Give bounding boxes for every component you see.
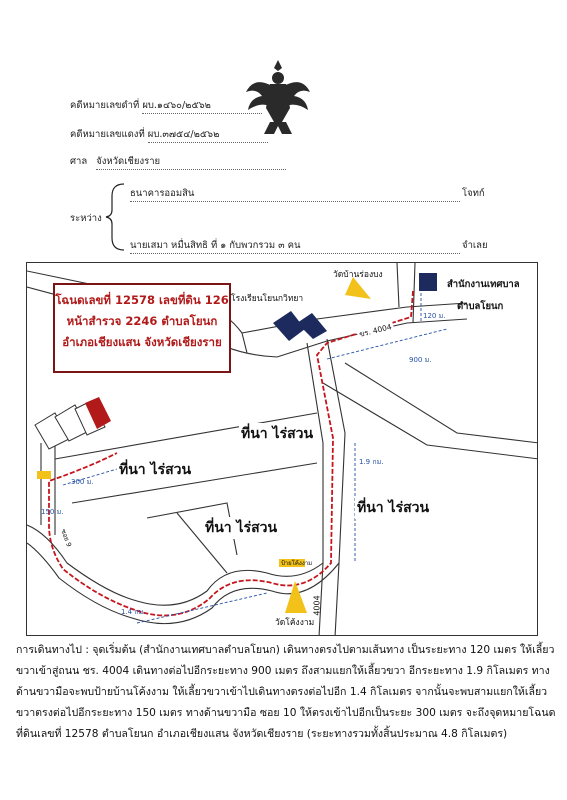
office-label-2: ตำบลโยนก (457, 301, 504, 312)
between-brace (104, 182, 126, 252)
start-sign (37, 471, 51, 479)
road-top-label: ขร. 4004 (356, 321, 395, 342)
temple-bottom-label: วัดโค้งงาม (275, 618, 315, 628)
sign-label: ป้ายโค้งงาม (281, 560, 313, 567)
route-description: การเดินทางไป : จุดเริ่มต้น (สำนักงานเทศบาลตำบลโยนก) เดินทางตรงไปตามเส้นทาง เป็นระยะทาง 120 เมตร ให้เลี้ยวขวาเข้าสู่ถนน ชร. 4004 เดินทางต่อไปอีกระยะทาง 900 เมตร ถึงสามแยกให้เลี้ยวขวา อีกระยะทาง 1.9 กิโลเมตร ทางด้านขวามือจะพบป้ายบ้านโค้งงาม ให้เลี้ยวขวาเข้าไปเดินทางตรงต่อไปอีก 1.4 กิโลเมตร จากนั้นจะพบสามแยกให้เลี้ยวขวาตรงต่อไปอีกระยะทาง 150 เมตร ทางด้านขวามือ ซอย 10 ให้ตรงเข้าไปอีกเป็นระยะ 300 เมตร จะถึงจุดหมายโฉนดที่ดินเลขที่ 12578 ตำบลโยนก อำเภอเชียงแสน จังหวัดเชียงราย (ระยะทางรวมทั้งสิ้นประมาณ 4.8 กิโลเมตร) (16, 644, 556, 740)
plaintiff-name: ธนาคารออมสิน (130, 186, 460, 202)
school-label: โรงเรียนโยนกวิทยา (231, 294, 304, 304)
field-label-4: ที่นา ไร่สวน (355, 497, 431, 519)
office-label: สำนักงานเทศบาล (447, 279, 520, 290)
case-black-label: คดีหมายเลขดำที่ (70, 100, 140, 111)
dist-900: 900 ม. (409, 356, 432, 364)
lot-line-2: หน้าสำรวจ 2246 ตำบลโยนก (66, 314, 218, 328)
case-red-line (70, 127, 268, 143)
temple-top-label: วัดบ้านร่องบง (333, 270, 383, 280)
school-building-2 (297, 313, 327, 339)
case-black-value: ผบ.๑๔๖๐/๒๕๖๒ (142, 98, 262, 114)
field-label-3: ที่นา ไร่สวน (203, 517, 279, 539)
case-black-line (70, 98, 262, 114)
dist-150: 150 ม. (41, 508, 64, 516)
dist-14: 1.4 กม. (121, 608, 146, 616)
between-label: ระหว่าง (70, 213, 102, 224)
dist-120: 120 ม. (423, 312, 446, 320)
office-building (419, 273, 437, 291)
court-value: จังหวัดเชียงราย (96, 154, 286, 170)
field-label-2: ที่นา ไร่สวน (117, 459, 193, 481)
court-line (70, 154, 286, 170)
dist-300: 300 ม. (71, 478, 94, 486)
plaintiff-role: โจทก์ (462, 188, 485, 199)
dist-19: 1.9 กม. (359, 458, 384, 466)
defendant-role: จำเลย (462, 240, 488, 251)
defendant-name: นายเสมา หมื่นสิทธิ ที่ ๑ กับพวกรวม ๓ คน (130, 238, 460, 254)
case-red-value: ผบ.๓๗๕๔/๒๕๖๒ (148, 127, 268, 143)
map-frame (26, 262, 538, 636)
court-label: ศาล (70, 156, 88, 167)
lot-line-1: โฉนดเลขที่ 12578 เลขที่ดิน 126 (55, 293, 229, 307)
road-bottom-label: 4004 (312, 595, 322, 616)
case-red-label: คดีหมายเลขแดงที่ (70, 129, 145, 140)
lot-line-3: อำเภอเชียงแสน จังหวัดเชียงราย (62, 335, 222, 349)
garuda-emblem (244, 56, 312, 138)
soi-label: ซอย 9 (59, 528, 74, 548)
lot-info-box (53, 283, 231, 373)
field-label-1: ที่นา ไร่สวน (239, 423, 315, 445)
